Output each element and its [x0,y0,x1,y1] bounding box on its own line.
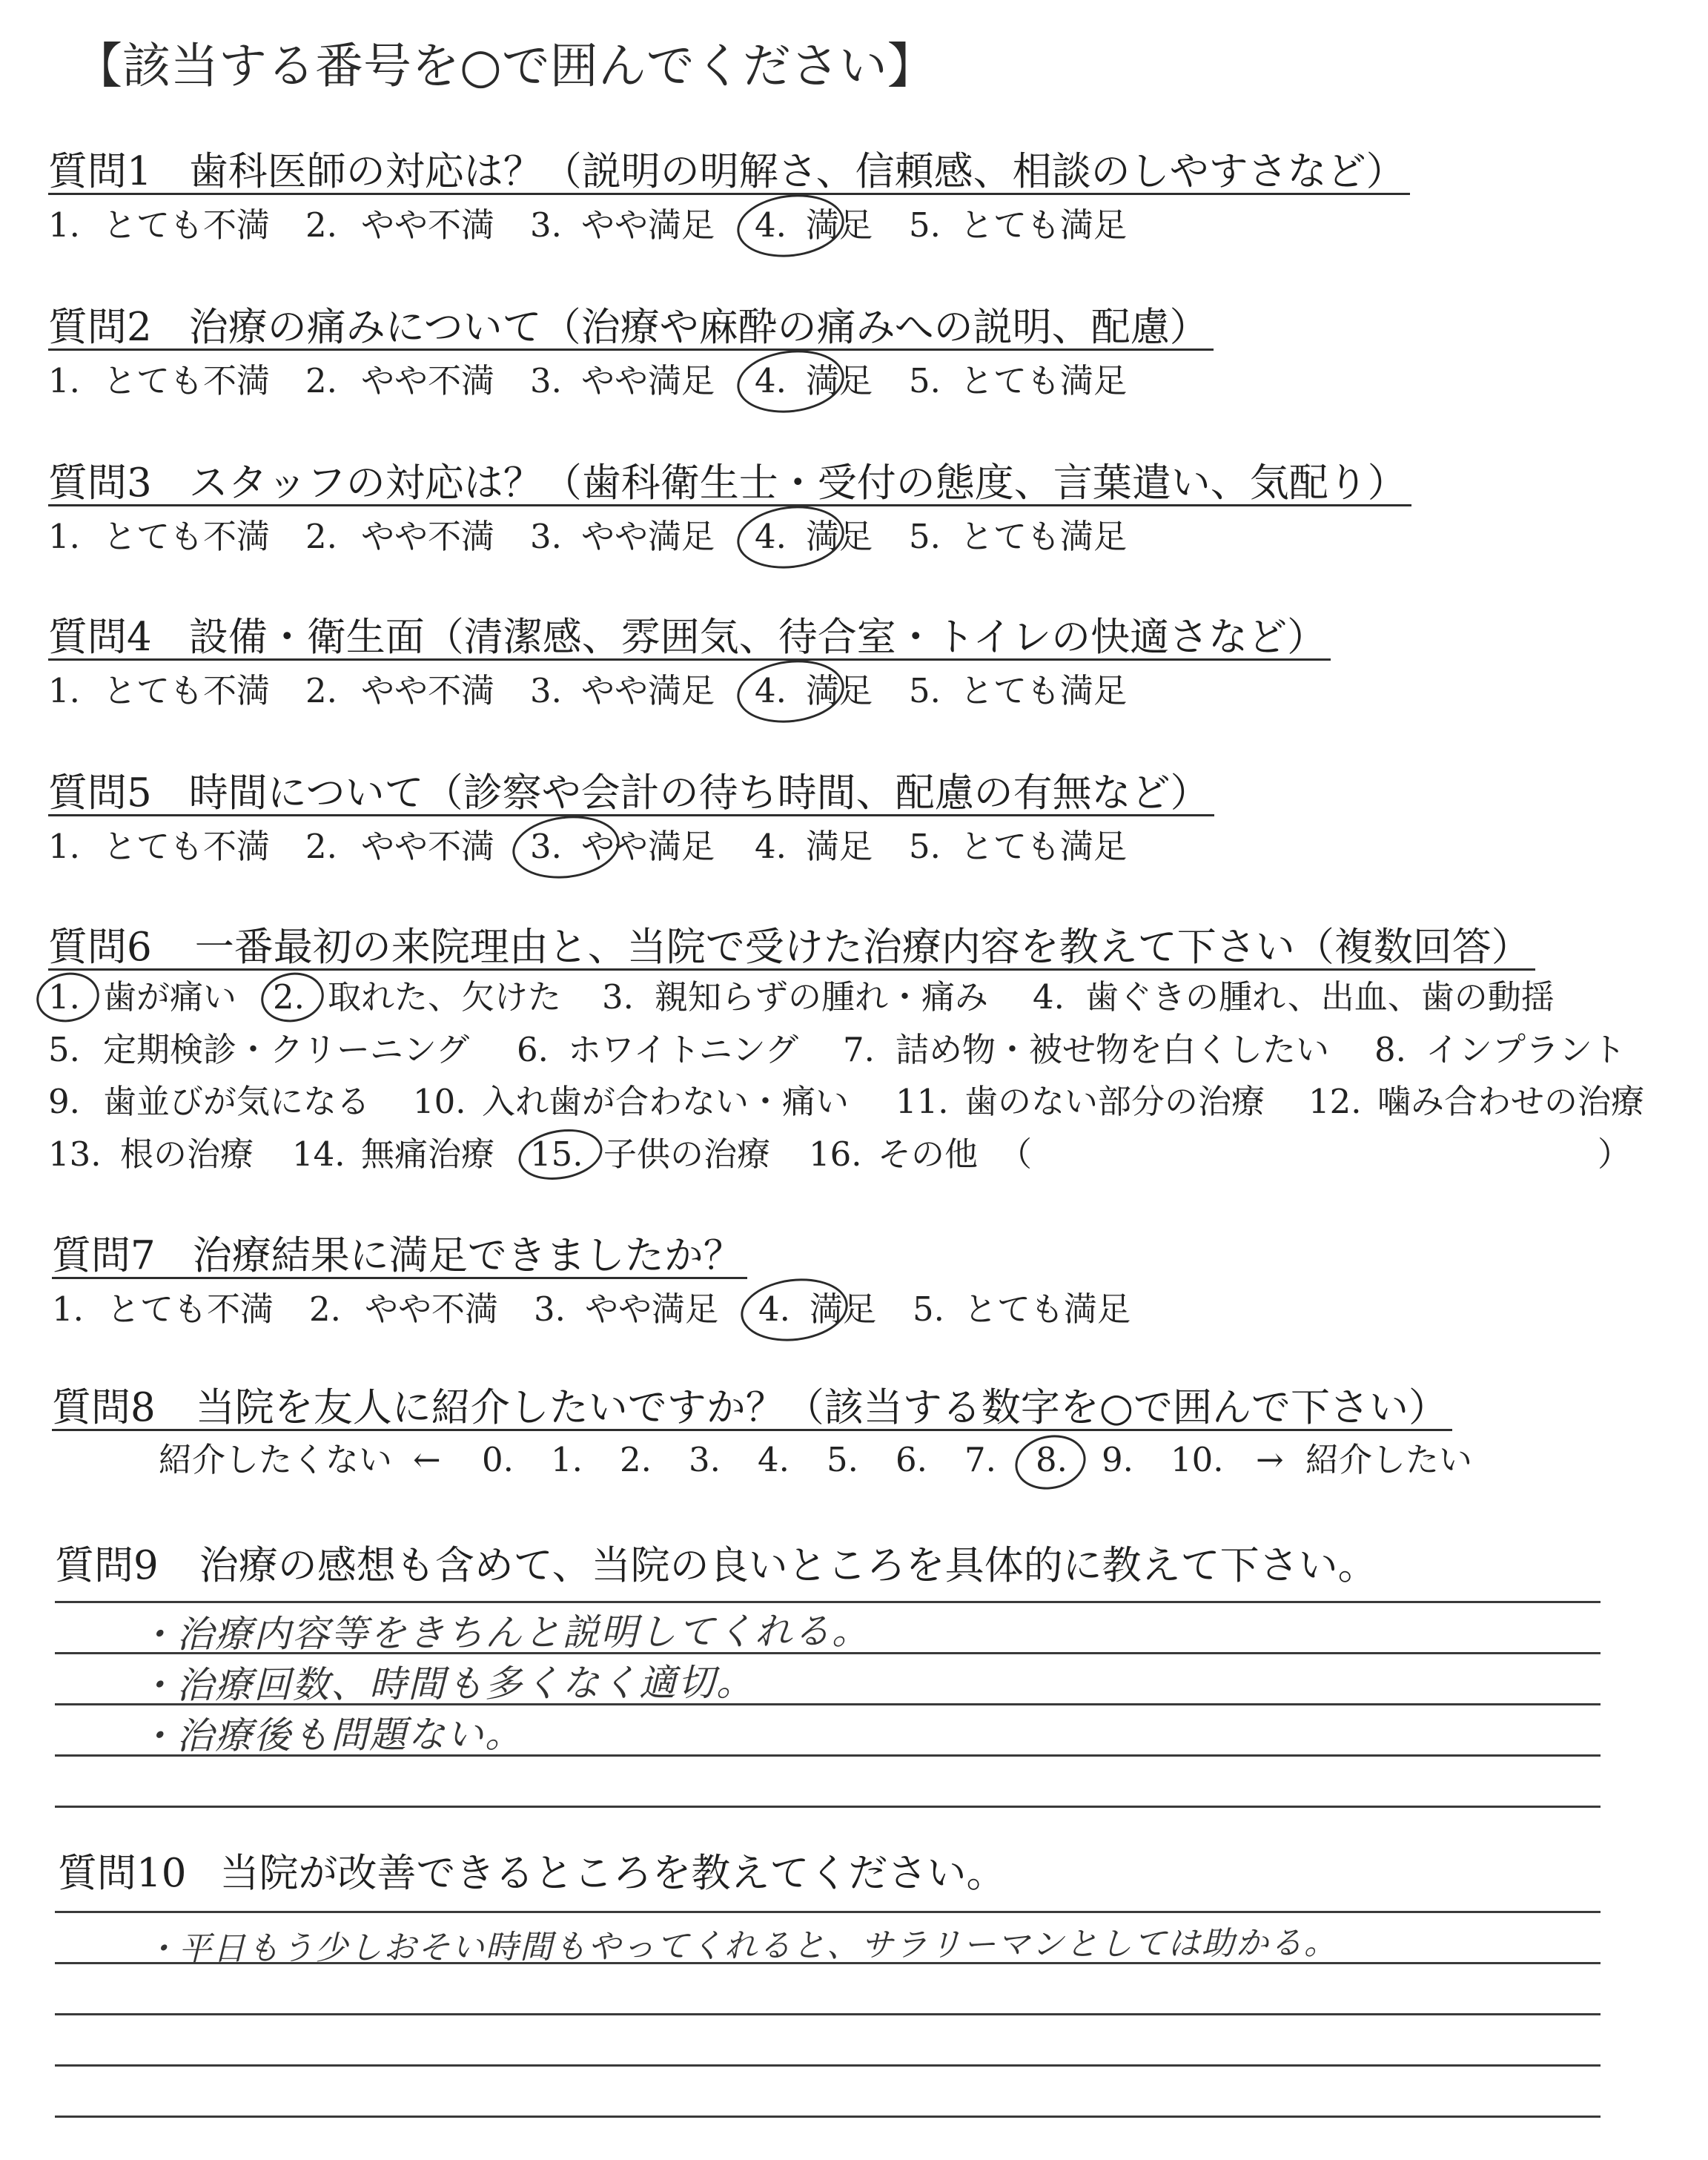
option-5-number: 5. [909,361,941,400]
option-1-label: とても不満 [103,517,271,556]
option-11-label: 歯のない部分の治療 [964,1082,1265,1121]
question-number: 質問4 [48,615,152,660]
option-5-label: とても満足 [960,361,1128,400]
option-7-number: 7. [843,1030,875,1069]
option-5-label: とても満足 [964,1289,1131,1329]
option-8-number: 8. [1374,1030,1406,1069]
question-number: 質問1 [48,149,152,194]
question-10-header [58,1853,1010,1897]
option-1-number: 1. [48,205,80,245]
handwritten-answer-1: ・治療内容等をきちんと説明してくれる。 [137,1609,871,1657]
answer-line [55,2013,1601,2015]
scale-value-3: 3. [689,1440,721,1479]
option-3-number: 3. [534,1289,566,1329]
scale-value-5: 5. [827,1440,858,1479]
option-2-label: やや不満 [361,671,495,710]
option-3-label: 親知らずの腫れ・痛み [655,977,989,1017]
question-number: 質問7 [52,1233,156,1278]
option-2-label: やや不満 [361,205,495,245]
option-4-number: 4. [1033,977,1065,1017]
option-3-label: やや満足 [581,671,715,710]
option-14-label: 無痛治療 [361,1135,495,1174]
option-1-number: 1. [48,671,80,710]
option-4-label: 満足 [806,827,873,866]
question-number: 質問2 [48,305,152,350]
option-2-number: 2. [305,361,337,400]
handwritten-answer-3: ・治療後も問題ない。 [137,1712,524,1758]
option-1-number: 1. [48,517,80,556]
question-4-header [48,617,1331,661]
reason-options-row-1 [0,979,1708,1016]
option-4-label: 歯ぐきの腫れ、出血、歯の動揺 [1085,977,1555,1017]
rating-options [0,518,1708,555]
option-2-number: 2. [273,977,305,1017]
option-5-number: 5. [909,671,941,710]
question-7-header [52,1235,747,1279]
option-13-number: 13. [48,1135,102,1174]
question-9-header [55,1545,1382,1589]
option-16-label: その他 [878,1135,979,1174]
question-text: 治療結果に満足できましたか？ [192,1233,743,1278]
option-3-number: 3. [602,977,634,1017]
option-15-number: 15. [530,1135,583,1174]
option-4-label: 満足 [810,1289,877,1329]
question-text: 当院を友人に紹介したいですか？（該当する数字を○で囲んで下さい） [195,1385,1448,1430]
option-5-number: 5. [909,827,941,866]
option-11-number: 11. [896,1082,949,1121]
question-6-header [48,927,1535,971]
scale-value-8: 8. [1036,1440,1068,1479]
reason-options-row-4 [0,1136,1708,1173]
form-title: 【該当する番号を○で囲んでください】 [74,39,936,94]
handwritten-answer-1: ・平日もう少しおそい時間もやってくれると、サラリーマンとしては助かる。 [144,1923,1339,1969]
question-number: 質問3 [48,460,152,506]
option-3-label: やや満足 [581,205,715,245]
question-text: スタッフの対応は？（歯科衛生士・受付の態度、言葉遣い、気配り） [188,460,1407,506]
option-9-number: 9. [48,1082,80,1121]
option-5-label: とても満足 [960,827,1128,866]
option-2-number: 2. [305,205,337,245]
option-5-number: 5. [909,517,941,556]
answer-line [55,1806,1601,1808]
option-8-label: インプラント [1426,1030,1626,1069]
option-15-label: 子供の治療 [603,1135,771,1174]
option-1-label: 歯が痛い [103,977,237,1017]
option-4-number: 4. [755,361,787,400]
left-arrow-icon: ← [413,1440,441,1479]
question-number: 質問10 [58,1851,187,1896]
option-3-label: やや満足 [585,1289,719,1329]
rating-options [0,363,1708,400]
rating-options [0,207,1708,244]
option-5-label: とても満足 [960,205,1128,245]
option-3-number: 3. [530,671,562,710]
option-2-number: 2. [309,1289,341,1329]
rating-options [4,1291,1708,1328]
option-3-number: 3. [530,361,562,400]
option-1-label: とても不満 [103,205,271,245]
option-4-label: 満足 [806,361,873,400]
option-1-label: とても不満 [107,1289,274,1329]
option-1-label: とても不満 [103,361,271,400]
option-2-label: 取れた、欠けた [328,977,562,1017]
question-3-header [48,460,1411,506]
scale-left-label: 紹介したくない [159,1440,393,1479]
option-13-label: 根の治療 [120,1135,254,1174]
scale-value-2: 2. [620,1440,652,1479]
question-text: 治療の感想も含めて、当院の良いところを具体的に教えて下さい。 [199,1543,1377,1588]
option-4-number: 4. [755,671,787,710]
option-1-number: 1. [48,827,80,866]
option-9-label: 歯並びが気になる [103,1082,371,1121]
option-2-number: 2. [305,517,337,556]
option-5-number: 5. [913,1289,944,1329]
option-4-number: 4. [755,517,787,556]
question-text: 一番最初の来院理由と、当院で受けた治療内容を教えて下さい（複数回答） [194,925,1531,970]
option-4-label: 満足 [806,671,873,710]
reason-options-row-2 [0,1031,1708,1069]
question-8-header [52,1387,1452,1431]
option-5-number: 5. [909,205,941,245]
right-arrow-icon: → [1256,1440,1284,1479]
option-2-label: やや不満 [361,361,495,400]
option-1-number: 1. [48,361,80,400]
handwritten-answer-2: ・治療回数、時間も多くなく適切。 [137,1660,755,1708]
scale-value-0: 0. [482,1440,514,1479]
option-2-number: 2. [305,671,337,710]
scale-value-6: 6. [896,1440,927,1479]
question-number: 質問9 [55,1543,159,1588]
question-text: 設備・衛生面（清潔感、雰囲気、待合室・トイレの快適さなど） [188,615,1327,660]
question-text: 時間について（診察や会計の待ち時間、配慮の有無など） [188,770,1210,816]
option-5-number: 5. [48,1030,80,1069]
scale-value-9: 9. [1102,1440,1133,1479]
option-3-number: 3. [530,205,562,245]
option-4-label: 満足 [806,517,873,556]
option-1-label: とても不満 [103,671,271,710]
option-12-number: 12. [1308,1082,1362,1121]
rating-options [0,673,1708,710]
recommend-scale [0,1441,1708,1479]
option-3-label: やや満足 [581,517,715,556]
answer-line [55,1601,1601,1603]
option-14-number: 14. [292,1135,345,1174]
rating-options [0,828,1708,865]
answer-line [55,1911,1601,1913]
option-3-label: やや満足 [581,361,715,400]
question-5-header [48,770,1214,816]
question-text: 治療の痛みについて（治療や麻酔の痛みへの説明、配慮） [188,305,1209,350]
option-2-label: やや不満 [365,1289,499,1329]
option-16-number: 16. [809,1135,862,1174]
question-1-header [48,151,1410,195]
option-4-number: 4. [758,1289,790,1329]
option-12-label: 噛み合わせの治療 [1377,1082,1645,1121]
option-1-label: とても不満 [103,827,271,866]
option-6-label: ホワイトニング [568,1030,798,1069]
option-1-number: 1. [52,1289,84,1329]
question-2-header [48,307,1214,351]
scale-right-label: 紹介したい [1305,1440,1473,1479]
scale-value-10: 10. [1171,1440,1224,1479]
scale-value-1: 1. [551,1440,583,1479]
option-10-label: 入れ歯が合わない・痛い [482,1082,850,1121]
option-5-label: とても満足 [960,517,1128,556]
answer-line [55,2064,1601,2067]
option-7-label: 詰め物・被せ物を白くしたい [896,1030,1330,1069]
option-4-number: 4. [755,205,787,245]
question-text: 当院が改善できるところを教えてください。 [219,1851,1006,1896]
answer-line [55,2116,1601,2118]
question-text: 歯科医師の対応は？（説明の明解さ、信頼感、相談のしやすさなど） [188,149,1406,194]
reason-options-row-3 [0,1083,1708,1120]
other-paren-open: （ [999,1135,1033,1174]
option-3-number: 3. [530,827,562,866]
option-1-number: 1. [48,977,80,1017]
option-6-number: 6. [517,1030,549,1069]
question-number: 質問6 [48,925,152,970]
option-2-label: やや不満 [361,827,495,866]
option-3-label: やや満足 [581,827,715,866]
question-number: 質問5 [48,770,152,816]
option-4-label: 満足 [806,205,873,245]
scale-value-4: 4. [758,1440,790,1479]
option-2-number: 2. [305,827,337,866]
option-4-number: 4. [755,827,787,866]
question-number: 質問8 [52,1385,156,1430]
other-paren-close: ） [1598,1135,1632,1174]
option-10-number: 10. [413,1082,466,1121]
scale-value-7: 7. [964,1440,996,1479]
option-5-label: 定期検診・クリーニング [103,1030,470,1069]
option-3-number: 3. [530,517,562,556]
option-2-label: やや不満 [361,517,495,556]
option-5-label: とても満足 [960,671,1128,710]
